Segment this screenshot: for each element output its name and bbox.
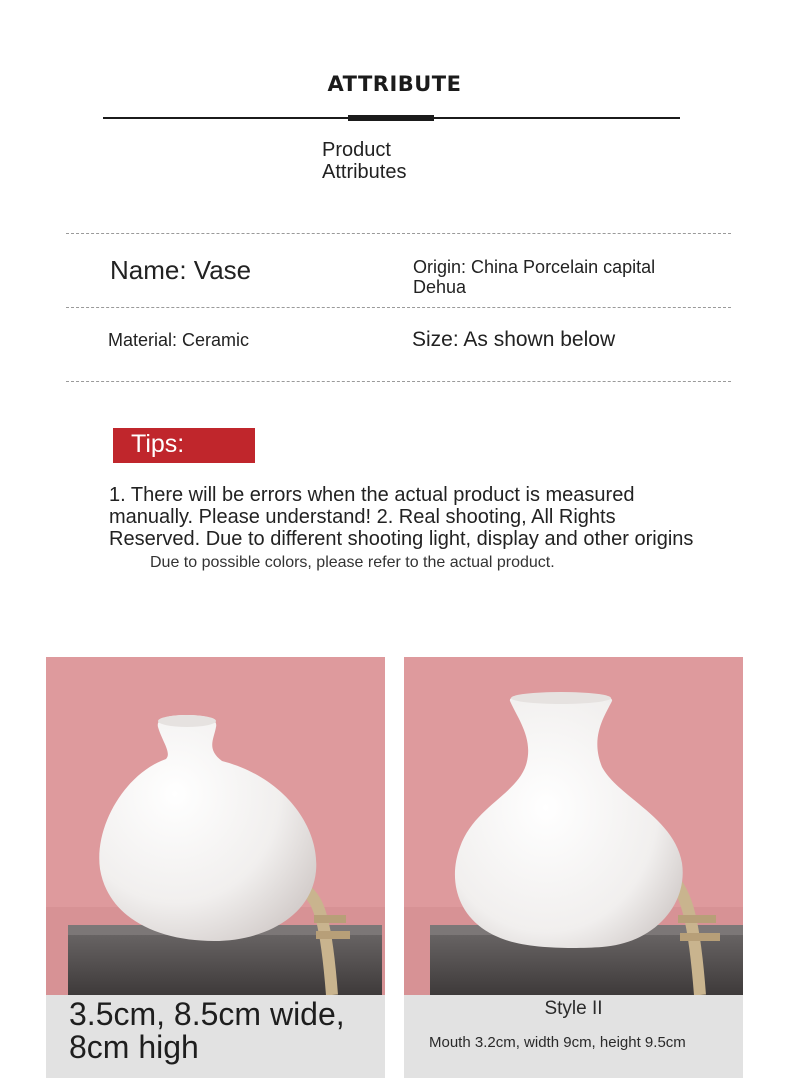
tips-note: Due to possible colors, please refer to the actual product. [150,554,590,571]
section-title: ATTRIBUTE [327,72,462,96]
product-1-dimensions: 3.5cm, 8.5cm wide, 8cm high [69,996,345,1065]
tips-label: Tips: [131,430,185,458]
attribute-name: Name: Vase [110,255,252,285]
tips-text: 1. There will be errors when the actual product is measured manually. Please understand! 2. Real shooting, All Rights Reserved. Due to different shooting light, display and other origins [109,484,694,550]
dashed-divider [66,307,731,308]
product-photo-round-vase [46,657,385,995]
attribute-origin: Origin: China Porcelain capital Dehua [413,257,656,297]
product-2-dimensions: Mouth 3.2cm, width 9cm, height 9.5cm [429,1034,686,1051]
dashed-divider [66,233,731,234]
product-photo-style-ii-vase [404,657,743,995]
product-2-style-label: Style II [544,998,603,1019]
title-divider-accent [348,115,434,121]
section-subtitle: Product Attributes [322,139,407,183]
attribute-material: Material: Ceramic [108,330,250,350]
dashed-divider [66,381,731,382]
attribute-size: Size: As shown below [412,328,616,351]
